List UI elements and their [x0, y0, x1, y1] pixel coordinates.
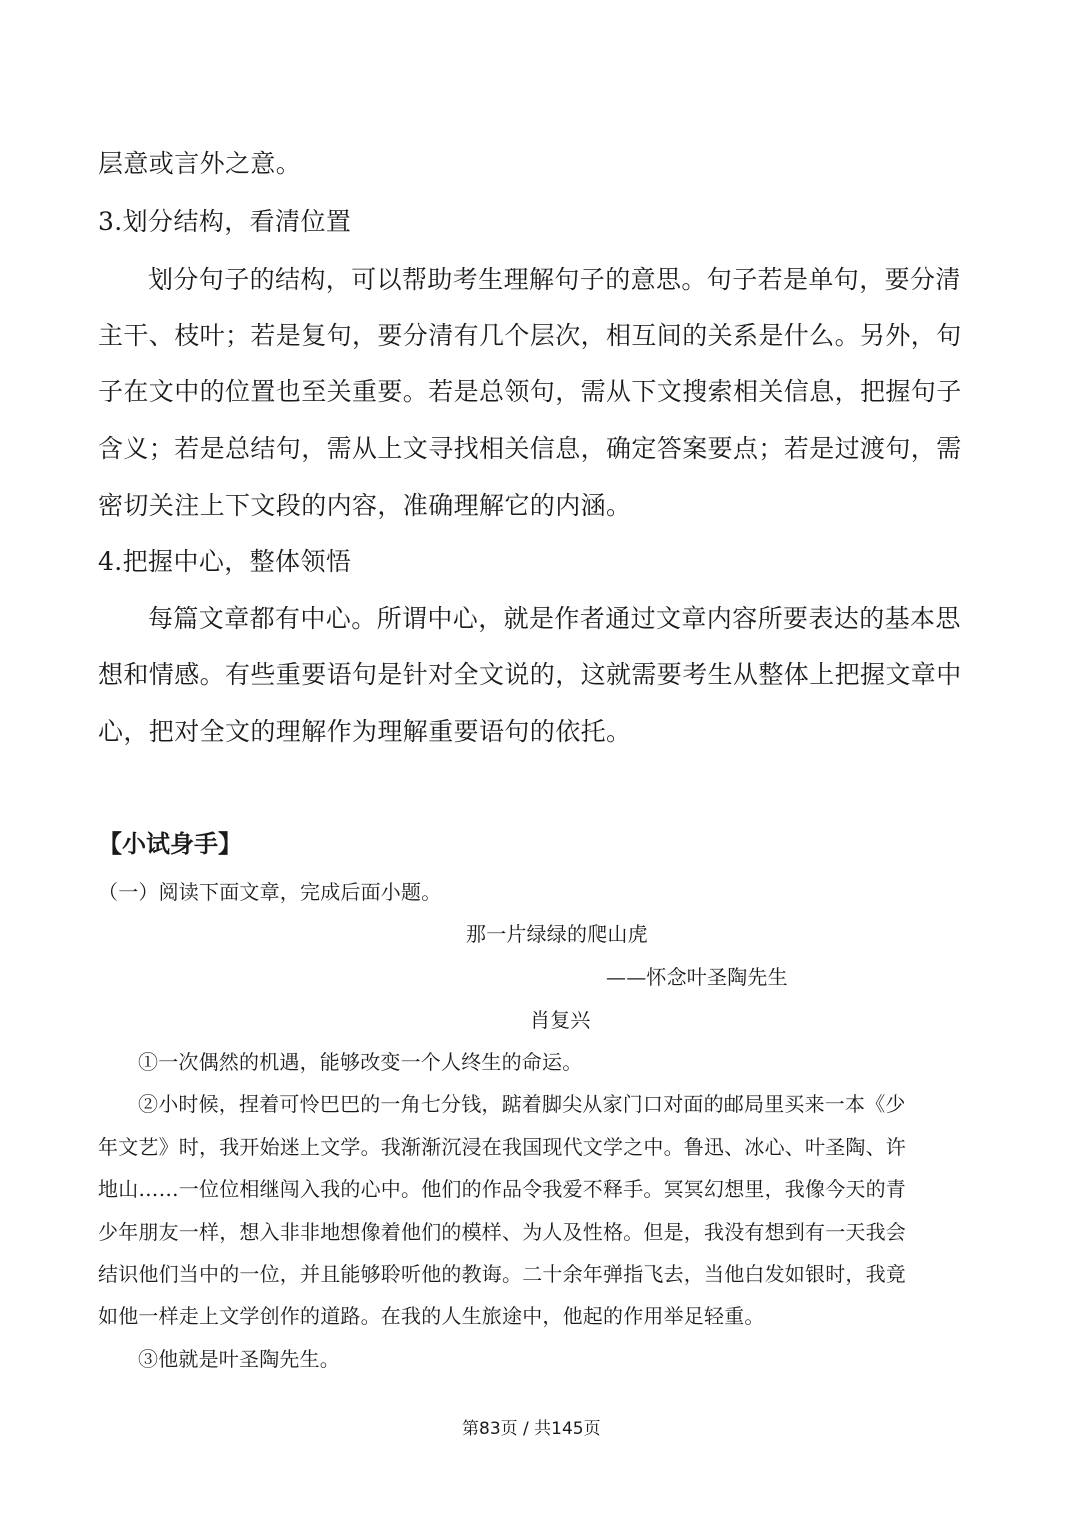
article-paragraph: 年文艺》时，我开始迷上文学。我渐渐沉浸在我国现代文学之中。鲁迅、冰心、叶圣陶、许 [98, 1135, 906, 1159]
practice-heading: 【小试身手】 [98, 830, 242, 858]
point3-title: 3.划分结构，看清位置 [98, 207, 352, 236]
article-paragraph: 结识他们当中的一位，并且能够聆听他的教诲。二十余年弹指飞去，当他白发如银时，我竟 [98, 1262, 906, 1286]
article-paragraph: 如他一样走上文学创作的道路。在我的人生旅途中，他起的作用举足轻重。 [98, 1304, 765, 1328]
article-paragraph: 地山……一位位相继闯入我的心中。他们的作品令我爱不释手。冥冥幻想里，我像今天的青 [98, 1177, 906, 1201]
point4-line: 每篇文章都有中心。所谓中心，就是作者通过文章内容所要表达的基本思 [148, 604, 961, 633]
point4-line: 想和情感。有些重要语句是针对全文说的，这就需要考生从整体上把握文章中 [98, 660, 962, 689]
article-paragraph: ②小时候，捏着可怜巴巴的一角七分钱，踮着脚尖从家门口对面的邮局里买来一本《少 [138, 1092, 906, 1116]
article-paragraph: 少年朋友一样，想入非非地想像着他们的模样、为人及性格。但是，我没有想到有一天我会 [98, 1220, 906, 1244]
article-paragraph: ③他就是叶圣陶先生。 [138, 1347, 340, 1371]
point4-line: 心，把对全文的理解作为理解重要语句的依托。 [98, 717, 632, 746]
point3-line: 密切关注上下文段的内容，准确理解它的内涵。 [98, 491, 632, 520]
article-author: 肖复兴 [530, 1008, 591, 1032]
point3-line: 含义；若是总结句，需从上文寻找相关信息，确定答案要点；若是过渡句，需 [98, 434, 962, 463]
practice-instruction: （一）阅读下面文章，完成后面小题。 [98, 880, 442, 904]
article-paragraph: ①一次偶然的机遇，能够改变一个人终生的命运。 [138, 1050, 583, 1074]
article-title: 那一片绿绿的爬山虎 [466, 922, 648, 946]
point3-line: 划分句子的结构，可以帮助考生理解句子的意思。句子若是单句，要分清 [148, 265, 961, 294]
page-number: 第83页 / 共145页 [462, 1419, 601, 1439]
point4-title: 4.把握中心，整体领悟 [98, 547, 352, 576]
continuation-text: 层意或言外之意。 [98, 149, 302, 178]
point3-line: 主干、枝叶；若是复句，要分清有几个层次，相互间的关系是什么。另外，句 [98, 321, 962, 350]
article-subtitle: ——怀念叶圣陶先生 [606, 965, 788, 989]
point3-line: 子在文中的位置也至关重要。若是总领句，需从下文搜索相关信息，把握句子 [98, 377, 962, 406]
